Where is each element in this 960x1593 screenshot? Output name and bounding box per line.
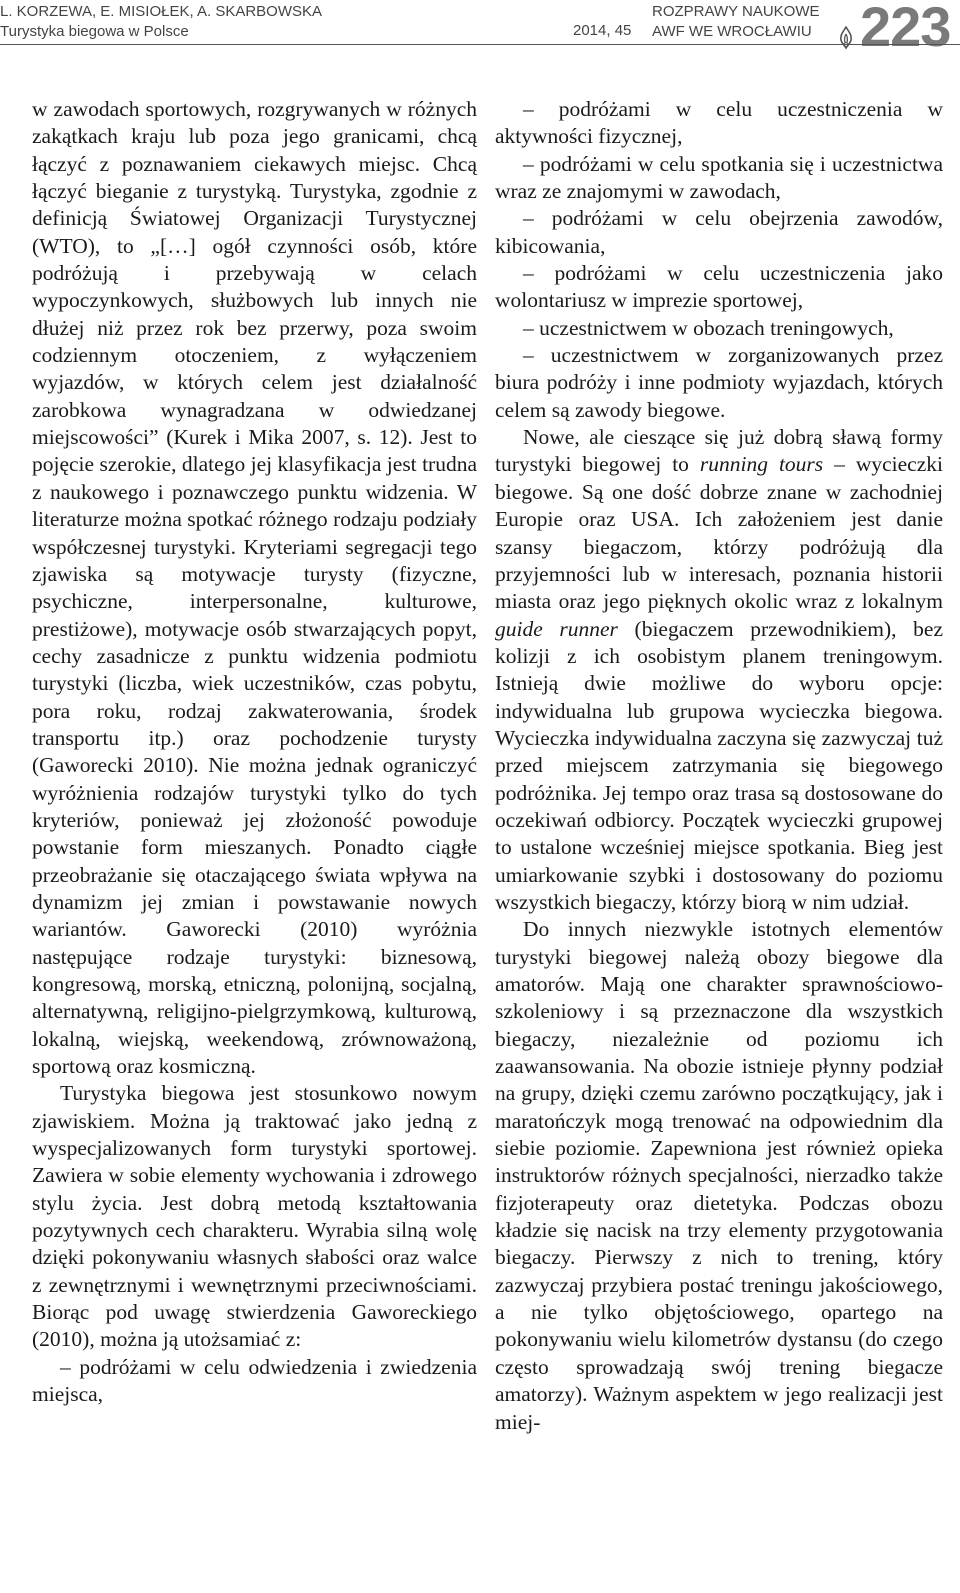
paragraph-3-part-a: Nowe, ale cieszące się już dobrą sławą formy turystyki biegowej to (495, 425, 943, 477)
right-column (495, 96, 943, 1436)
paragraph-1: w zawodach sportowych, rozgrywanych w różnych zakątkach kraju lub poza jego granicami, chcą łączyć z poznawaniem ciekawych miejsc. Chcą łączyć bieganie z turystyką. Turystyka, zgodnie z definicją Światowej Organizacji Turystycznej (WTO), to „[…] ogół czynności osób, które podróżują i przebywają w celach wypoczynkowych, służbowych lub innych nie dłużej niż przez rok bez przerwy, poza swoim codziennym otoczeniem, z wyłączeniem wyjazdów, w których celem jest działalność zarobkowa wynagradzana w odwiedzanej miejscowości” (Kurek i Mika 2007, s. 12). Jest to pojęcie szerokie, dlatego jej klasyfikacja jest trudna z naukowego i poznawczego punktu widzenia. W literaturze można spotkać różnego rodzaju podziały współczesnej turystyki. Kryteriami segregacji tego zjawiska są motywacje turysty (fizyczne, psychiczne, interpersonalne, kulturowe, prestiżowe), motywacje osób stwarzających popyt, cechy zasadnicze z punktu widzenia podmiotu turystyki (liczba, wiek uczestników, czas pobytu, pora roku, rodzaj zakwaterowania, środek transportu itp.) oraz pochodzenie turysty (Gaworecki 2010). Nie można jednak ograniczyć wyróżnienia rodzajów turystyki tylko do tych kryteriów, ponieważ jej złożoność powoduje powstanie form mieszanych. Ponadto ciągłe przeobrażanie się otaczającego świata wpływa na dynamizm jej zmian i powstawanie nowych wariantów. Gaworecki (2010) wyróżnia następujące rodzaje turystyki: biznesową, kongresową, morską, etniczną, polonijną, socjalną, alternatywną, religijno-pielgrzymkową, kulturową, lokalną, wiejską, weekendową, zrównoważoną, sportową oraz kosmiczną. (32, 97, 477, 1079)
journal-line-1: ROZPRAWY NAUKOWE (652, 3, 820, 20)
journal-line-2: AWF WE WROCŁAWIU (652, 23, 812, 40)
list-item-7: – uczestnictwem w zorganizowanych przez biura podróży i inne podmioty wyjazdach, których celem są zawody biegowe. (495, 343, 943, 422)
list-item-6: – uczestnictwem w obozach treningowych, (523, 315, 894, 340)
paragraph-3 (495, 424, 943, 916)
paragraph-4: Do innych niezwykle istotnych elementów turystyki biegowej należą obozy biegowe dla amatorów. Mają one charakter sprawnościowo-szkoleniowy i są przeznaczone dla wszystkich biegaczy, niezależnie od poziomu ich zaawansowania. Na obozie istnieje płynny podział na grupy, dzięki czemu zarówno początkujący, jak i maratończyk mogą trenować na odpowiednim dla siebie poziomie. Zapewniona jest również opieka instruktorów różnych specjalności, nierzadko także fizjoterapeuty oraz dietetyka. Podczas obozu kładzie się nacisk na trzy elementy przygotowania biegaczy. Pierwszy z nich to trening, który zazwyczaj przybiera postać treningu jakościowego, a nie tylko objętościowego, opartego na pokonywaniu wielu kilometrów dystansu (do czego często sprowadzają swój trening biegacze amatorzy). Ważnym aspektem w jego realizacji jest miej- (495, 917, 943, 1434)
list-item-2: – podróżami w celu uczestniczenia w aktywności fizycznej, (495, 97, 943, 149)
left-column (32, 96, 477, 1409)
paragraph-3-part-c: (biegaczem przewodnikiem), bez kolizji z ich osobistym planem treningowym. Istnieją dwie możliwe do wyboru opcje: indywidualna lub grupowa wycieczka biegowa. Wycieczka indywidualna zaczyna się zazwyczaj tuż przed miejscem zatrzymania się biegowego podróżnika. Jej tempo oraz trasa są dostosowane do oczekiwań odbiorcy. Początek wycieczki grupowej to ustalone wcześniej miejsce spotkania. Bieg jest umiarkowanie szybki i dostosowany do poziomu wszystkich biegaczy, którzy biorą w nim udział. (495, 616, 943, 914)
awf-logo-icon (837, 26, 855, 50)
term-guide-runner: guide runner (495, 616, 618, 641)
running-head-left (0, 2, 322, 42)
list-item-1: – podróżami w celu odwiedzenia i zwiedzenia miejsca, (32, 1354, 477, 1407)
page-header (0, 0, 960, 60)
page-number: 223 (860, 0, 951, 58)
issue-number: 2014, 45 (573, 22, 632, 39)
authors: L. KORZEWA, E. MISIOŁEK, A. SKARBOWSKA (0, 3, 323, 20)
journal-name (652, 2, 820, 42)
paragraph-3-part-b: – wycieczki biegowe. Są one dość dobrze znane w zachodniej Europie oraz USA. Ich założeniem jest danie szansy biegaczom, którzy podróżują dla przyjemności lub w interesach, poznania historii miasta oraz jego pięknych okolic wraz z lokalnym (495, 452, 943, 614)
list-item-3: – podróżami w celu spotkania się i uczestnictwa wraz ze znajomymi w zawodach, (495, 151, 943, 204)
header-divider (0, 44, 960, 45)
list-item-5: – podróżami w celu uczestniczenia jako wolontariusz w imprezie sportowej, (495, 261, 943, 313)
list-item-4: – podróżami w celu obejrzenia zawodów, kibicowania, (495, 206, 943, 258)
running-title: Turystyka biegowa w Polsce (0, 23, 189, 40)
term-running-tours: running tours (699, 452, 824, 477)
paragraph-2: Turystyka biegowa jest stosunkowo nowym zjawiskiem. Można ją traktować jako jedną z wyspecjalizowanych form turystyki sportowej. Zawiera w sobie elementy wychowania i zdrowego stylu życia. Jest dobrą metodą kształtowania pozytywnych cech charakteru. Wyrabia silną wolę dzięki pokonywaniu własnych słabości oraz walce z zewnętrznymi i wewnętrznymi przeciwnościami. Biorąc pod uwagę stwierdzenia Gaworeckiego (2010), można ją utożsamiać z: (32, 1081, 477, 1352)
